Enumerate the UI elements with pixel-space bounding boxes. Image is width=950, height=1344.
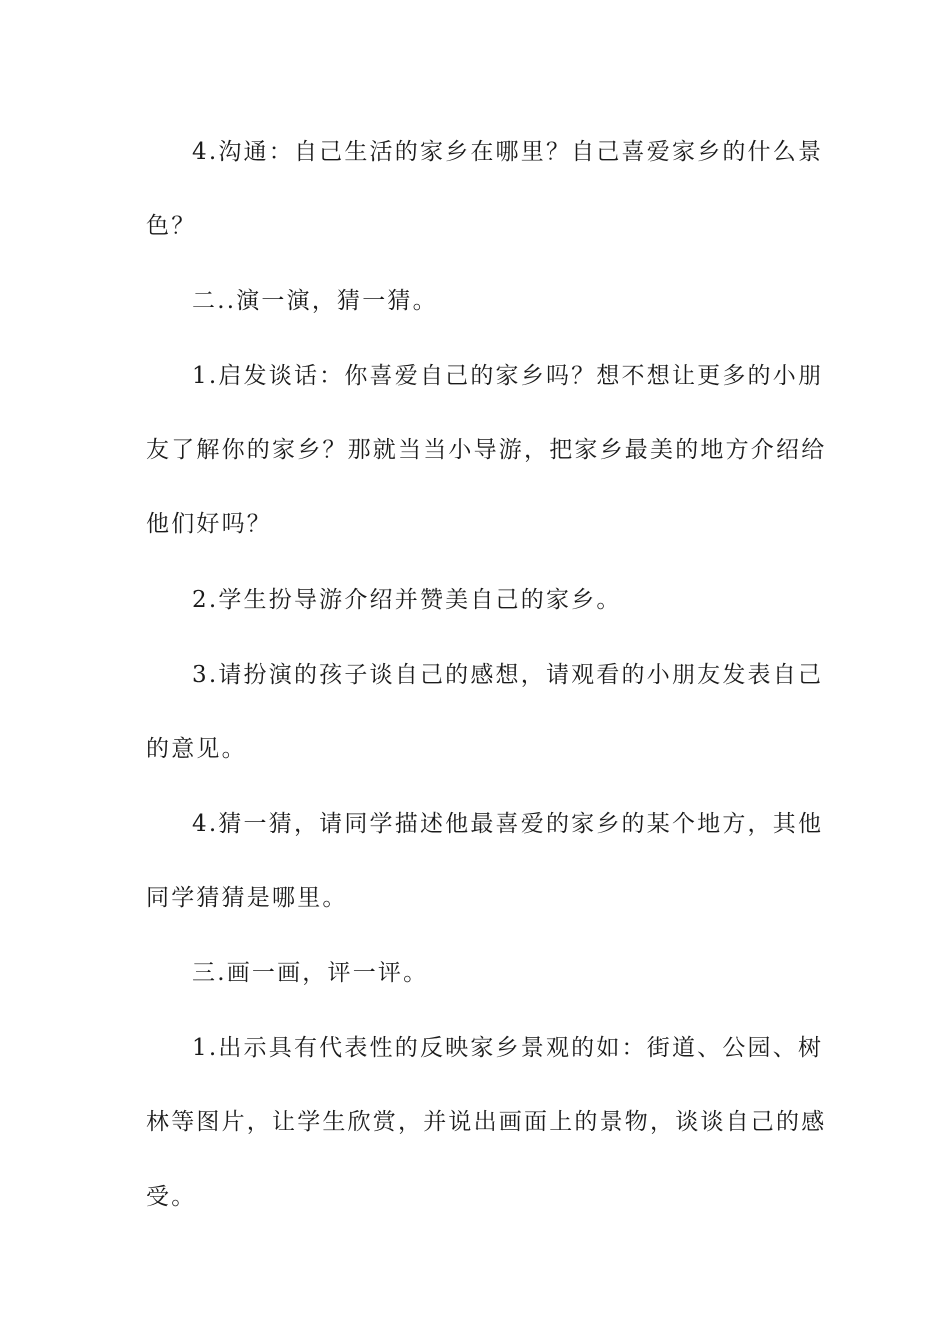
paragraph-8-line-3: 受。 — [146, 1184, 197, 1210]
paragraph-8-line-1: 1.出示具有代表性的反映家乡景观的如：街道、公园、树 — [192, 1035, 824, 1061]
paragraph-6-line-2: 同学猜猜是哪里。 — [146, 885, 348, 911]
paragraph-8-line-2: 林等图片，让学生欣赏，并说出画面上的景物，谈谈自己的感 — [146, 1109, 827, 1135]
paragraph-3-line-1: 1.启发谈话：你喜爱自己的家乡吗？想不想让更多的小朋 — [192, 363, 824, 389]
section-heading-3: 三.画一画，评一评。 — [192, 960, 429, 986]
paragraph-5-line-2: 的意见。 — [146, 736, 247, 762]
section-heading-2: 二..演一演，猜一猜。 — [192, 288, 438, 314]
paragraph-5-line-1: 3.请扮演的孩子谈自己的感想，请观看的小朋友发表自己 — [192, 662, 824, 688]
paragraph-3-line-2: 友了解你的家乡？那就当当小导游，把家乡最美的地方介绍给 — [146, 437, 827, 463]
paragraph-3-line-3: 他们好吗？ — [146, 511, 272, 537]
paragraph-1-line-2: 色？ — [146, 213, 197, 239]
paragraph-1-line-1: 4.沟通：自己生活的家乡在哪里？自己喜爱家乡的什么景 — [192, 139, 824, 165]
paragraph-6-line-1: 4.猜一猜，请同学描述他最喜爱的家乡的某个地方，其他 — [192, 811, 824, 837]
paragraph-4-line-1: 2.学生扮导游介绍并赞美自己的家乡。 — [192, 587, 622, 613]
